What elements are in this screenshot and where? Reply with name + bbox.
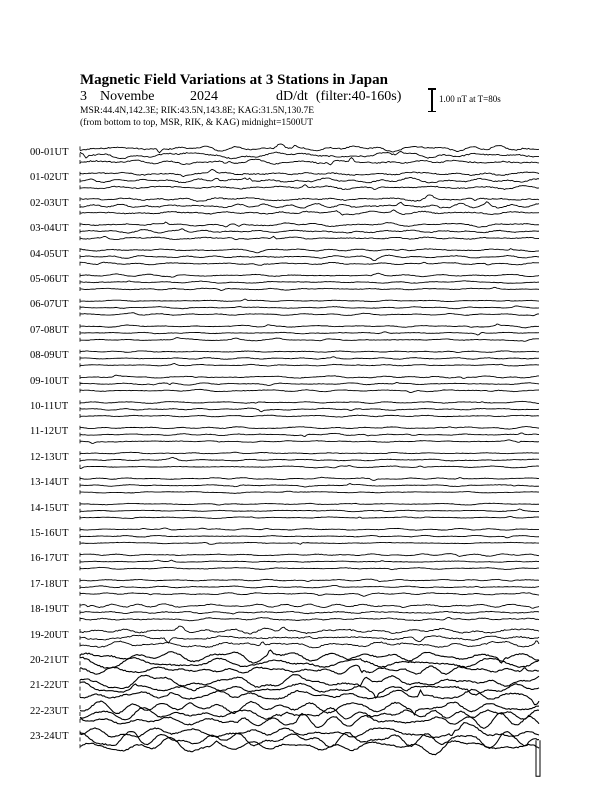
trace-00-01ut-rik	[80, 152, 539, 159]
hour-label-02-03ut: 02-03UT	[30, 197, 69, 209]
trace-07-08ut-kag	[80, 338, 539, 342]
trace-00-01ut-kag	[80, 158, 539, 165]
trace-08-09ut-kag	[80, 363, 539, 366]
trace-17-18ut-rik	[80, 585, 539, 588]
trace-10-11ut-msr	[80, 401, 539, 403]
trace-09-10ut-msr	[80, 375, 539, 378]
trace-08-09ut-msr	[80, 351, 539, 353]
hour-label-04-05ut: 04-05UT	[30, 248, 69, 260]
final-excursion	[536, 740, 540, 776]
trace-06-07ut-msr	[80, 299, 539, 302]
trace-16-17ut-msr	[80, 554, 539, 557]
trace-01-02ut-msr	[80, 169, 539, 176]
trace-03-04ut-msr	[80, 222, 539, 227]
component-label: dD/dt	[276, 89, 308, 104]
trace-08-09ut-rik	[80, 357, 539, 360]
hour-label-11-12ut: 11-12UT	[30, 426, 69, 438]
trace-04-05ut-msr	[80, 249, 539, 253]
hour-label-23-24ut: 23-24UT	[30, 731, 69, 743]
hour-label-15-16ut: 15-16UT	[30, 528, 69, 539]
trace-15-16ut-msr	[80, 528, 539, 530]
trace-05-06ut-msr	[80, 273, 539, 277]
hour-label-16-17ut: 16-17UT	[30, 553, 69, 565]
trace-04-05ut-kag	[80, 262, 539, 265]
trace-23-24ut-rik	[80, 732, 539, 749]
trace-19-20ut-msr	[80, 626, 539, 634]
trace-05-06ut-rik	[80, 281, 539, 283]
trace-06-07ut-kag	[80, 313, 539, 316]
trace-00-01ut-msr	[80, 144, 539, 153]
trace-23-24ut-kag	[80, 737, 539, 754]
trace-17-18ut-kag	[80, 593, 539, 597]
hour-label-17-18ut: 17-18UT	[30, 578, 69, 590]
trace-11-12ut-msr	[80, 427, 539, 430]
date-day: 3	[80, 89, 87, 104]
trace-14-15ut-msr	[80, 503, 539, 505]
trace-17-18ut-msr	[80, 579, 539, 582]
trace-07-08ut-msr	[80, 324, 539, 328]
trace-19-20ut-kag	[80, 641, 539, 648]
date-year: 2024	[190, 89, 218, 104]
trace-16-17ut-rik	[80, 560, 539, 562]
hour-label-07-08ut: 07-08UT	[30, 324, 69, 336]
trace-19-20ut-rik	[80, 635, 539, 643]
hour-label-03-04ut: 03-04UT	[30, 223, 69, 235]
hour-label-13-14ut: 13-14UT	[30, 477, 69, 489]
trace-12-13ut-msr	[80, 452, 539, 454]
trace-15-16ut-kag	[80, 542, 539, 544]
trace-03-04ut-rik	[80, 229, 539, 233]
trace-22-23ut-kag	[80, 713, 539, 728]
hour-label-18-19ut: 18-19UT	[30, 604, 69, 616]
trace-01-02ut-rik	[80, 177, 539, 182]
trace-07-08ut-rik	[80, 332, 539, 335]
trace-09-10ut-rik	[80, 383, 539, 386]
hour-label-21-22ut: 21-22UT	[30, 680, 69, 692]
hour-label-01-02ut: 01-02UT	[30, 172, 69, 184]
date-month: Novembe	[100, 89, 155, 104]
hour-label-22-23ut: 22-23UT	[30, 705, 69, 717]
trace-14-15ut-kag	[80, 516, 539, 518]
station-coordinates: MSR:44.4N,142.3E; RIK:43.5N,143.8E; KAG:31.5N,130.7E	[80, 106, 315, 116]
trace-15-16ut-rik	[80, 535, 539, 537]
trace-12-13ut-rik	[80, 457, 539, 460]
trace-22-23ut-msr	[80, 701, 539, 715]
trace-13-14ut-rik	[80, 484, 539, 487]
trace-12-13ut-kag	[80, 466, 539, 469]
trace-13-14ut-kag	[80, 491, 539, 493]
hour-label-06-07ut: 06-07UT	[30, 299, 69, 311]
hour-label-19-20ut: 19-20UT	[30, 629, 69, 641]
trace-14-15ut-rik	[80, 509, 539, 512]
trace-01-02ut-kag	[80, 185, 539, 190]
trace-20-21ut-msr	[80, 650, 539, 663]
trace-09-10ut-kag	[80, 389, 539, 392]
hour-label-08-09ut: 08-09UT	[30, 350, 69, 362]
chart-title: Magnetic Field Variations at 3 Stations in Japan	[80, 72, 388, 88]
trace-18-19ut-msr	[80, 604, 539, 608]
hour-label-14-15ut: 14-15UT	[30, 502, 69, 514]
trace-22-23ut-rik	[80, 708, 539, 720]
scale-label: 1.00 nT at T=80s	[439, 94, 501, 104]
trace-10-11ut-kag	[80, 415, 539, 417]
station-order-note: (from bottom to top, MSR, RIK, & KAG) midnight=1500UT	[80, 118, 314, 128]
trace-18-19ut-kag	[80, 617, 539, 620]
trace-02-03ut-rik	[80, 202, 539, 208]
hour-label-00-01ut: 00-01UT	[30, 147, 69, 158]
hour-label-12-13ut: 12-13UT	[30, 451, 69, 463]
trace-13-14ut-msr	[80, 477, 539, 480]
trace-18-19ut-rik	[80, 611, 539, 614]
trace-06-07ut-rik	[80, 306, 539, 309]
hour-label-10-11ut: 10-11UT	[30, 401, 69, 412]
trace-05-06ut-kag	[80, 287, 539, 290]
trace-11-12ut-kag	[80, 440, 539, 444]
filter-label: (filter:40-160s)	[315, 89, 402, 104]
trace-02-03ut-msr	[80, 195, 539, 201]
trace-11-12ut-rik	[80, 433, 539, 437]
trace-04-05ut-rik	[80, 255, 539, 261]
hour-label-09-10ut: 09-10UT	[30, 375, 69, 387]
trace-02-03ut-kag	[80, 210, 539, 215]
trace-03-04ut-kag	[80, 236, 539, 239]
trace-20-21ut-rik	[80, 657, 539, 668]
hour-label-20-21ut: 20-21UT	[30, 655, 69, 666]
trace-16-17ut-kag	[80, 567, 539, 569]
hour-label-05-06ut: 05-06UT	[30, 274, 69, 285]
trace-10-11ut-rik	[80, 408, 539, 412]
